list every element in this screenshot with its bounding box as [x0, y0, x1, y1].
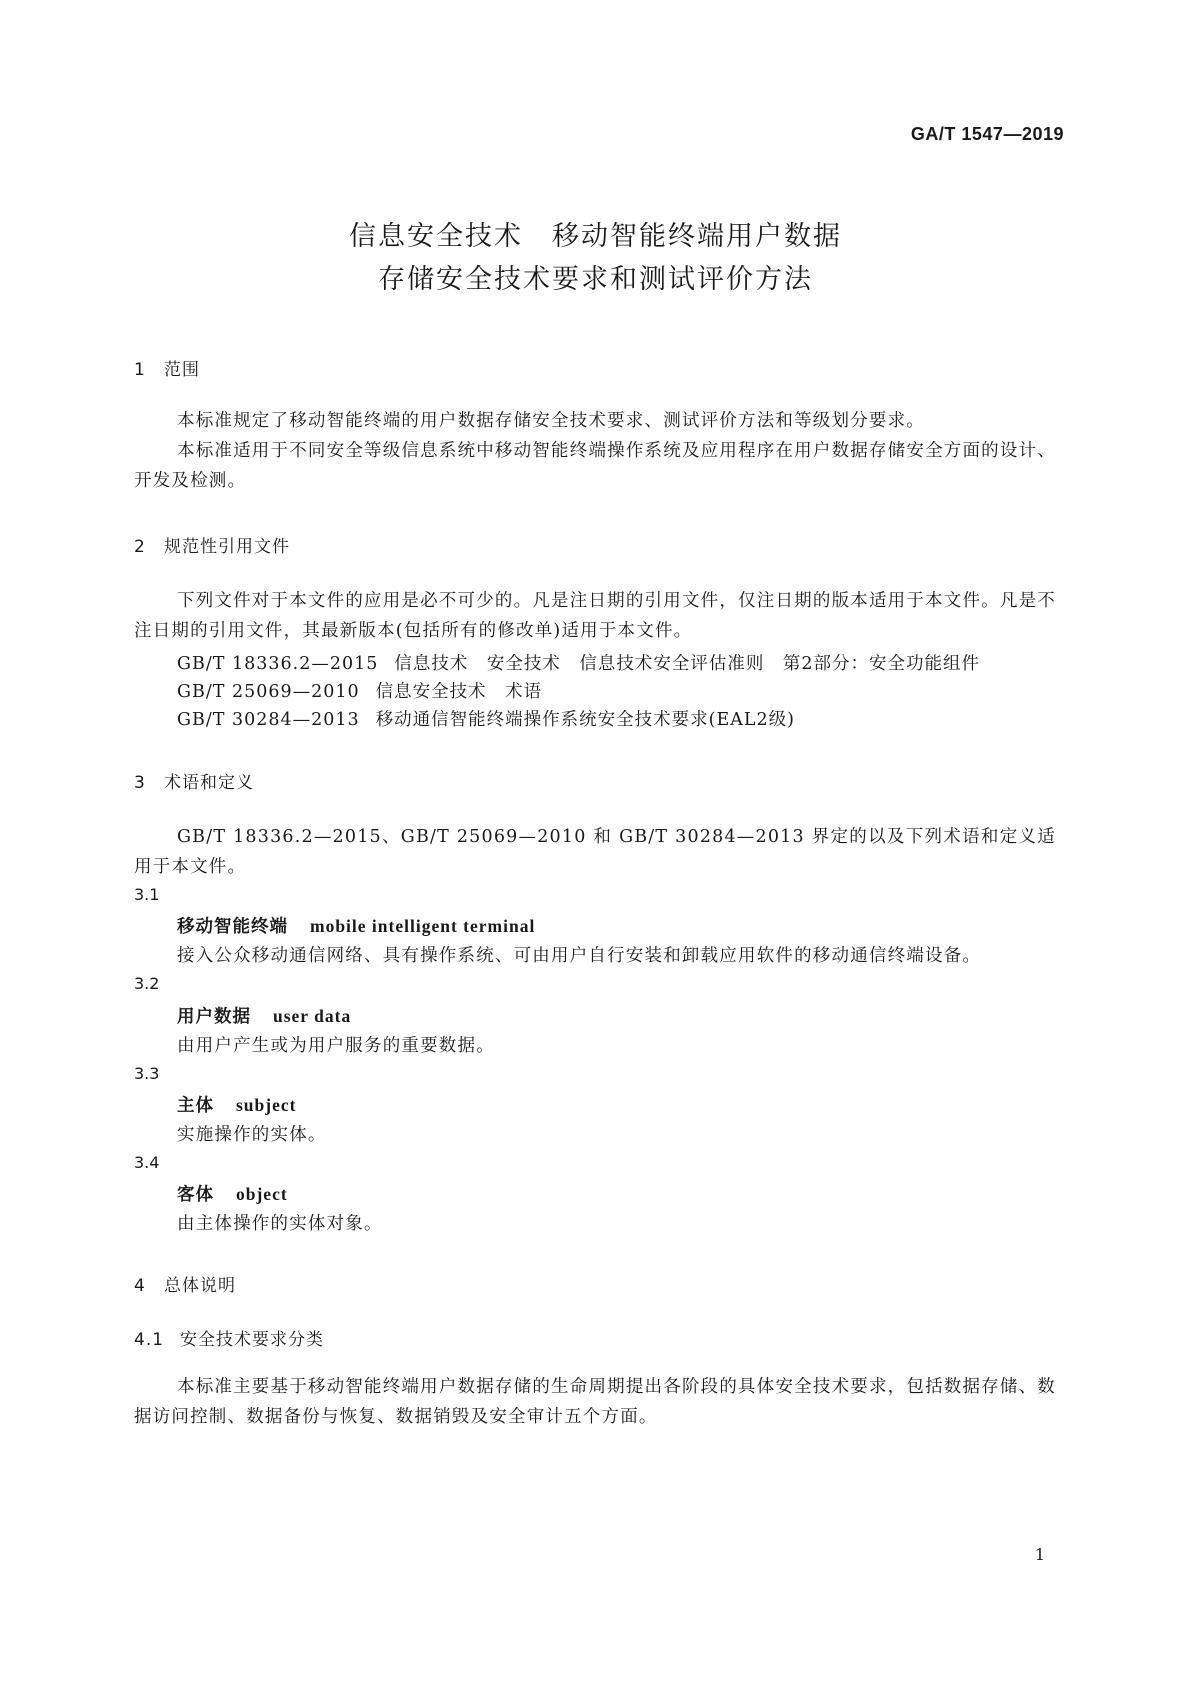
term-definition: 由用户产生或为用户服务的重要数据。: [177, 1036, 495, 1056]
term-en: object: [236, 1184, 288, 1204]
term-entry: [177, 1092, 296, 1117]
normative-reference: [177, 678, 542, 703]
term-en: mobile intelligent terminal: [310, 916, 536, 936]
reference-code: GB/T 25069—2010: [177, 682, 360, 702]
section-number: 1: [134, 360, 146, 380]
normative-reference: [177, 706, 795, 731]
section-title: 术语和定义: [164, 773, 254, 793]
term-number: 3.3: [134, 1064, 160, 1083]
section-number: 3: [134, 773, 146, 793]
term-entry: [177, 913, 535, 938]
reference-name: 信息安全技术 术语: [375, 682, 543, 702]
term-number: 3.2: [134, 974, 160, 993]
section-3-paragraph-1: GB/T 18336.2—2015、GB/T 25069—2010 和 GB/T 30284—2013 界定的以及下列术语和定义适用于本文件。: [134, 827, 1056, 877]
section-1-paragraph-1: 本标准规定了移动智能终端的用户数据存储安全技术要求、测试评价方法和等级划分要求。: [177, 411, 925, 431]
section-2-paragraph-1: 下列文件对于本文件的应用是必不可少的。凡是注日期的引用文件，仅注日期的版本适用于本文件。凡是不注日期的引用文件，其最新版本(包括所有的修改单)适用于本文件。: [134, 591, 1056, 641]
term-entry: [177, 1003, 351, 1028]
document-title-line2: 存储安全技术要求和测试评价方法: [378, 264, 813, 295]
term-zh: 客体: [177, 1185, 214, 1205]
term-entry: [177, 1181, 288, 1206]
section-1-heading: [134, 355, 200, 380]
subsection-title: 安全技术要求分类: [180, 1330, 324, 1350]
section-3-heading: [134, 768, 254, 793]
term-zh: 主体: [177, 1096, 214, 1116]
normative-reference: [177, 650, 980, 675]
term-en: user data: [273, 1006, 352, 1026]
reference-name: 移动通信智能终端操作系统安全技术要求(EAL2级): [375, 710, 796, 730]
page-number: 1: [1034, 1545, 1045, 1564]
reference-code: GB/T 30284—2013: [177, 710, 360, 730]
section-title: 规范性引用文件: [164, 537, 290, 557]
section-number: 2: [134, 537, 146, 557]
term-definition: 由主体操作的实体对象。: [177, 1214, 383, 1234]
document-title-line1: 信息安全技术 移动智能终端用户数据: [349, 221, 842, 252]
standard-code: GA/T 1547—2019: [910, 124, 1064, 144]
section-number: 4: [134, 1276, 146, 1296]
section-2-heading: [134, 532, 290, 557]
reference-code: GB/T 18336.2—2015: [177, 654, 379, 674]
subsection-number: 4.1: [134, 1330, 165, 1350]
term-definition: 接入公众移动通信网络、具有操作系统、可由用户自行安装和卸载应用软件的移动通信终端设备。: [177, 946, 982, 966]
subsection-4-1-heading: [134, 1325, 324, 1350]
term-number: 3.4: [134, 1153, 160, 1172]
term-zh: 用户数据: [177, 1007, 251, 1027]
section-4-1-paragraph-1: 本标准主要基于移动智能终端用户数据存储的生命周期提出各阶段的具体安全技术要求，包括数据存储、数据访问控制、数据备份与恢复、数据销毁及安全审计五个方面。: [134, 1377, 1056, 1427]
term-en: subject: [236, 1095, 297, 1115]
section-1-paragraph-2: 本标准适用于不同安全等级信息系统中移动智能终端操作系统及应用程序在用户数据存储安全方面的设计、开发及检测。: [134, 441, 1056, 491]
term-definition: 实施操作的实体。: [177, 1125, 327, 1145]
section-4-heading: [134, 1271, 236, 1296]
term-number: 3.1: [134, 885, 160, 904]
section-title: 总体说明: [164, 1276, 236, 1296]
section-title: 范围: [164, 360, 200, 380]
reference-name: 信息技术 安全技术 信息技术安全评估准则 第2部分：安全功能组件: [394, 654, 981, 674]
term-zh: 移动智能终端: [177, 917, 288, 937]
